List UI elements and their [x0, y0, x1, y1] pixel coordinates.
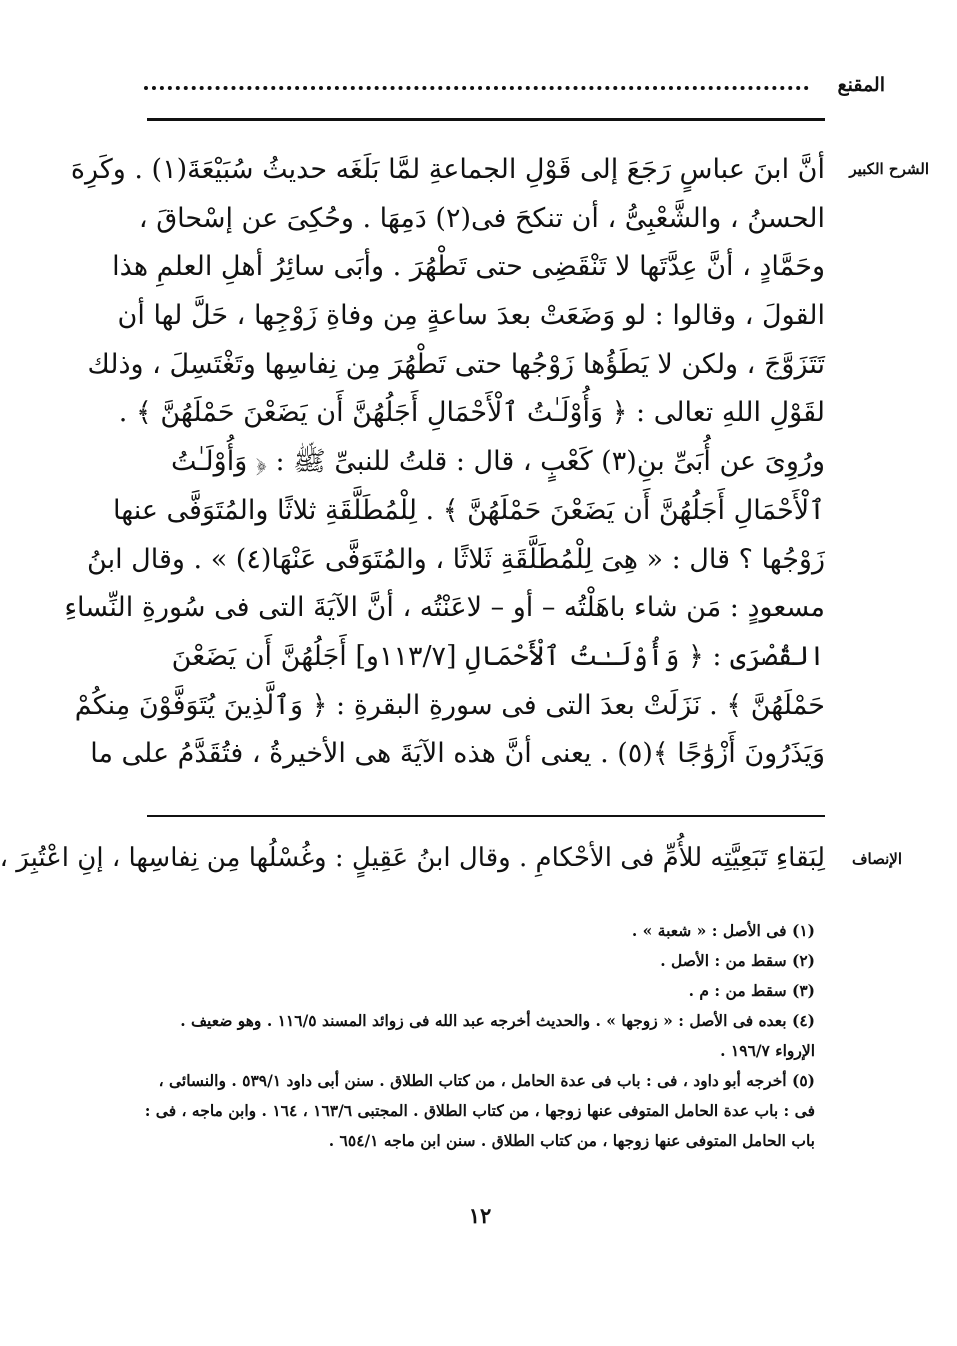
insaf-text: لِبَقاءِ تَبَعِيَّتِه للأُمِّ فى الأحْكامِ . وقال ابنُ عَقِيلٍ : وغُسْلُها مِن نِفاسِها ، إنِ اعْتُبِرَ ، — [0, 843, 825, 873]
main-line: تَتَزَوَّجَ ، ولكن لا يَطَؤُها زَوْجُها حتى تَطْهُرَ مِن نِفاسِها وتَغْتَسِلَ ، وذلك — [87, 348, 825, 380]
side-label-insaf: الإنصاف — [851, 850, 902, 868]
main-line: مسعودٍ : مَن شاء باهَلْتُه – أو – لاعَنْتُه ، أنَّ الآيَةَ التى فى سُورةِ النِّساءِ — [64, 592, 825, 624]
section-divider — [147, 815, 825, 817]
footnote: (٣) سقط من : م . — [688, 981, 815, 1000]
footnote: فى : باب عدة الحامل المتوفى عنها زوجها ، من كتاب الطلاق . المجتبى ١٦٣/٦ ، ١٦٤ . وابن ماجه ، فى : — [144, 1101, 815, 1120]
main-line: القُصْرَى : ﴿ وَأُوْلَـٰتُ ٱلْأَحْمَالِ [١١٣/٧و] أَجَلُهُنَّ أَن يَضَعْنَ — [171, 640, 825, 672]
running-header — [140, 70, 885, 110]
main-line: ٱلْأَحْمَالِ أَجَلُهُنَّ أَن يَضَعْنَ حَمْلَهُنَّ ﴾ . لِلْمُطَلَّقَةِ ثلاثًا والمُتَوَفَّى عنها — [113, 494, 825, 526]
main-line: حَمْلَهُنَّ ﴾ . نَزَلَتْ بعدَ التى فى سورةِ البقرةِ : ﴿ وَٱلَّذِينَ يُتَوَفَّوْنَ مِنكُمْ — [74, 689, 825, 721]
footnote: الإرواء ١٩٦/٧ . — [720, 1041, 815, 1060]
footnote: باب الحامل المتوفى عنها زوجها ، من كتاب الطلاق . سنن ابن ماجه ٦٥٤/١ . — [328, 1131, 815, 1150]
page-number: ١٢ — [468, 1203, 492, 1228]
main-line: القولَ ، وقالوا : لو وَضَعَتْ بعدَ ساعةٍ مِن وفاةِ زَوْجِها ، حَلَّ لها أن — [117, 300, 825, 332]
footnote: (٢) سقط من : الأصل . — [660, 951, 815, 970]
footnote: (١) فى الأصل : « شعبة » . — [631, 921, 815, 940]
header-dotted-leader — [144, 86, 809, 90]
main-line: وَيَذَرُونَ أَزْوَٰجًا ﴾(٥) . يعنى أنَّ هذه الآيَةَ هى الأخيرةُ ، فتُقَدَّمُ على ما — [90, 738, 825, 770]
header-title: المقنع — [837, 74, 885, 96]
header-rule — [147, 118, 825, 121]
main-line: لقَوْلِ اللهِ تعالى : ﴿ وَأُوْلَـٰتُ ٱلْأَحْمَالِ أَجَلُهُنَّ أَن يَضَعْنَ حَمْلَهُنَّ ﴾ . — [118, 397, 825, 429]
main-line: وحَمَّادٍ ، أنَّ عِدَّتَها لا تَنْقَضِى حتى تَطْهُرَ . وأبَى سائِرُ أهلِ العلمِ هذا — [112, 251, 825, 283]
footnotes — [144, 916, 815, 1156]
main-line: زَوْجُها ؟ قال : « هِىَ لِلْمُطَلَّقَةِ ثَلاثًا ، والمُتَوَفَّى عَنْهَا(٤) » . وقال ابنُ — [87, 543, 825, 575]
main-line: أنَّ ابنَ عباسٍ رَجَعَ إلى قَوْلِ الجماعةِ لمَّا بَلَغَه حديثُ سُبَيْعَةَ(١) . وكَرِهَ — [70, 154, 825, 185]
main-line: الحسنُ ، والشَّعْبِىُّ ، أن تنكحَ فى(٢) دَمِهَا . وحُكِىَ عن إسْحاقَ ، — [138, 202, 825, 234]
footnote: (٥) أخرجه أبو داود ، فى : باب فى عدة الحامل ، من كتاب الطلاق . سنن أبى داود ٥٣٩/١ . والنسائى ، — [158, 1071, 815, 1090]
footnote: (٤) بعده فى الأصل : « زوجها » . والحديث أخرجه عبد الله فى زوائد المسند ١١٦/٥ . وهو ضعيف . — [180, 1011, 815, 1030]
main-text — [64, 146, 825, 779]
side-label-sharh: الشرح الكبير — [849, 160, 929, 178]
main-line: ورُوِىَ عن أُبَىِّ بنِ(٣) كَعْبٍ ، قال : قلتُ للنبىِّ ﷺ : ﴿ وَأُوْلَـٰتُ — [171, 446, 825, 478]
